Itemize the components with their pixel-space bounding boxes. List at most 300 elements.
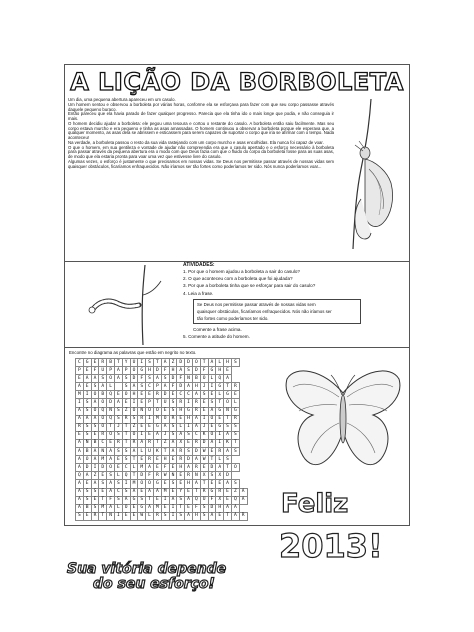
wordsearch-cell: A	[208, 407, 216, 415]
wordsearch-cell: A	[76, 415, 84, 423]
wordsearch-cell: O	[107, 375, 115, 383]
wordsearch-cell: J	[200, 423, 208, 431]
quote-line: Se Deus nos permitisse passar através de nossas vidas sem	[197, 301, 316, 307]
wordsearch-cell: S	[224, 423, 232, 431]
wordsearch-row	[76, 448, 248, 456]
wordsearch-cell: A	[153, 488, 161, 496]
wordsearch-cell: R	[114, 439, 122, 447]
wordsearch-cell: I	[185, 399, 193, 407]
wordsearch-cell: S	[83, 399, 91, 407]
wordsearch-cell: O	[122, 391, 130, 399]
wordsearch-cell: A	[224, 375, 232, 383]
wordsearch-cell: E	[153, 496, 161, 504]
wordsearch-cell: A	[114, 367, 122, 375]
wordsearch-cell: I	[208, 383, 216, 391]
wordsearch-cell: E	[169, 464, 177, 472]
wordsearch-cell: A	[153, 375, 161, 383]
section-divider	[65, 347, 409, 348]
wordsearch-cell: L	[130, 464, 138, 472]
wordsearch-cell: G	[224, 391, 232, 399]
wordsearch-cell: O	[231, 464, 239, 472]
wordsearch-row	[76, 407, 248, 415]
wordsearch-cell: E	[161, 407, 169, 415]
wordsearch-cell: T	[122, 423, 130, 431]
wordsearch-cell: E	[185, 488, 193, 496]
activities-list	[183, 268, 405, 340]
wordsearch-cell: R	[231, 383, 239, 391]
wordsearch-cell: H	[185, 480, 193, 488]
wordsearch-cell: A	[192, 456, 200, 464]
wordsearch-cell: H	[216, 504, 224, 512]
wordsearch-cell: E	[153, 456, 161, 464]
wordsearch-cell: G	[216, 423, 224, 431]
wordsearch-cell: M	[130, 480, 138, 488]
wordsearch-cell: T	[130, 472, 138, 480]
wordsearch-cell: E	[99, 472, 107, 480]
wordsearch-cell: S	[91, 488, 99, 496]
wordsearch-cell: F	[200, 367, 208, 375]
wordsearch-cell: I	[138, 359, 146, 367]
wordsearch-cell: S	[114, 480, 122, 488]
wordsearch-cell: J	[114, 423, 122, 431]
wordsearch-row	[76, 472, 248, 480]
wordsearch-cell: S	[122, 456, 130, 464]
wordsearch-cell: R	[99, 431, 107, 439]
wordsearch-cell: T	[122, 431, 130, 439]
wordsearch-cell: N	[138, 407, 146, 415]
wordsearch-cell: E	[200, 399, 208, 407]
wordsearch-cell: R	[185, 472, 193, 480]
wordsearch-cell: A	[208, 439, 216, 447]
wordsearch-row	[76, 512, 248, 520]
wordsearch-cell: A	[76, 504, 84, 512]
wordsearch-cell: I	[91, 464, 99, 472]
wordsearch-cell: T	[216, 399, 224, 407]
wordsearch-cell: D	[83, 464, 91, 472]
story-paragraph: O homem decidiu ajudar a borboleta: ele pegou uma tesoura e cortou o restante do casulo. A borboleta então saiu facilmente. Mas seu corpo estava murcho e era pequeno e tinha as asas amassadas. O homem continuou a observar a borboleta porque ele esperava que, a qualquer momento, as asas dela se abrissem e esticassem para serem capazes de suportar o corpo que iria se afirmar com o tempo. Nada aconteceu!	[68, 120, 334, 140]
butterfly-illustration	[283, 363, 403, 481]
wordsearch-cell: R	[177, 448, 185, 456]
wordsearch-cell: A	[185, 496, 193, 504]
wordsearch-cell: E	[177, 415, 185, 423]
wordsearch-cell: O	[91, 391, 99, 399]
wordsearch-cell: F	[138, 375, 146, 383]
wordsearch-cell: D	[192, 367, 200, 375]
wordsearch-cell: H	[192, 383, 200, 391]
wordsearch-cell: O	[192, 359, 200, 367]
wordsearch-cell: S	[138, 496, 146, 504]
wordsearch-cell: Q	[107, 415, 115, 423]
wordsearch-cell: E	[146, 391, 154, 399]
wordsearch-cell: A	[107, 448, 115, 456]
story-paragraph: Na verdade, a borboleta passou o resto da sua vida rastejando com um corpo murcho e asas encolhidas. Ela nunca foi capaz de voar.	[68, 139, 324, 145]
question-4: 4. Leia a frase.	[183, 290, 214, 296]
wordsearch-cell: M	[76, 391, 84, 399]
wordsearch-cell: O	[83, 456, 91, 464]
wordsearch-cell: O	[99, 415, 107, 423]
wordsearch-cell: R	[76, 423, 84, 431]
wordsearch-cell: A	[161, 383, 169, 391]
wordsearch-cell: Z	[130, 423, 138, 431]
wordsearch-cell: E	[208, 391, 216, 399]
wordsearch-cell: A	[91, 375, 99, 383]
wordsearch-cell: M	[153, 504, 161, 512]
wordsearch-cell: S	[114, 496, 122, 504]
wordsearch-cell: I	[216, 431, 224, 439]
wordsearch-cell: A	[146, 488, 154, 496]
wordsearch-cell: A	[76, 456, 84, 464]
wordsearch-cell: E	[83, 367, 91, 375]
wordsearch-cell: E	[99, 488, 107, 496]
wordsearch-cell: O	[122, 504, 130, 512]
wordsearch-cell: L	[216, 359, 224, 367]
wordsearch-cell: S	[83, 431, 91, 439]
wordsearch-cell: S	[114, 448, 122, 456]
wordsearch-cell: E	[76, 431, 84, 439]
wordsearch-cell: S	[114, 431, 122, 439]
wordsearch-cell: K	[200, 431, 208, 439]
wordsearch-cell: K	[224, 439, 232, 447]
wordsearch-cell: R	[146, 439, 154, 447]
wordsearch-cell: G	[83, 359, 91, 367]
wordsearch-cell: A	[76, 383, 84, 391]
wordsearch-cell: I	[185, 423, 193, 431]
wordsearch-cell: S	[91, 383, 99, 391]
wordsearch-cell: I	[138, 431, 146, 439]
wordsearch-cell: S	[122, 488, 130, 496]
wordsearch-cell: H	[216, 367, 224, 375]
wordsearch-cell: T	[161, 448, 169, 456]
wordsearch-cell: D	[208, 464, 216, 472]
wordsearch-cell: B	[192, 375, 200, 383]
wordsearch-cell: T	[146, 496, 154, 504]
wordsearch-cell: P	[146, 399, 154, 407]
wordsearch-cell: T	[122, 439, 130, 447]
wordsearch-cell: X	[216, 496, 224, 504]
wordsearch-cell: C	[76, 359, 84, 367]
wordsearch-cell: A	[208, 359, 216, 367]
wordsearch-cell: H	[130, 391, 138, 399]
wordsearch-cell: E	[114, 391, 122, 399]
story-paragraph: Então pareceu que ela havia parado de fazer qualquer progresso. Parecia que ela tinha ido o mais longe que podia, e não conseguia ir mais.	[68, 111, 334, 121]
wordsearch-cell: J	[161, 431, 169, 439]
wordsearch-cell: A	[83, 375, 91, 383]
wordsearch-cell: S	[177, 496, 185, 504]
wordsearch-cell: B	[91, 439, 99, 447]
wordsearch-cell: A	[224, 480, 232, 488]
wordsearch-row	[76, 359, 248, 367]
wordsearch-cell: P	[107, 367, 115, 375]
wordsearch-cell: U	[130, 359, 138, 367]
story-paragraph: Algumas vezes, o esforço é justamente o que precisamos em nossas vidas. Se Deus nos permitisse passar através de nossas vidas sem quaisquer obstáculos, ficaríamos enfraquecidos. Não iríamos ser tão fortes como poderíamos ter sido. Nós nunca poderíamos voar...	[68, 158, 334, 169]
question-3: 3. Por que a borboleta tinha que se esforçar para sair do casulo?	[183, 283, 316, 289]
wordsearch-cell: B	[83, 448, 91, 456]
wordsearch-cell: U	[200, 496, 208, 504]
wordsearch-cell: E	[138, 423, 146, 431]
wordsearch-cell: R	[153, 391, 161, 399]
wordsearch-cell: E	[169, 456, 177, 464]
wordsearch-cell: S	[224, 456, 232, 464]
wordsearch-cell: E	[138, 456, 146, 464]
wordsearch-cell: L	[146, 512, 154, 520]
wordsearch-cell: L	[231, 399, 239, 407]
wordsearch-cell: A	[122, 496, 130, 504]
wordsearch-cell: I	[169, 504, 177, 512]
wordsearch-cell: S	[114, 415, 122, 423]
wordsearch-cell: S	[231, 480, 239, 488]
wordsearch-cell: L	[114, 472, 122, 480]
wordsearch-cell: R	[122, 415, 130, 423]
wordsearch-cell: O	[107, 431, 115, 439]
wordsearch-cell: T	[114, 359, 122, 367]
question-5: 5. Comente a atitude do homem.	[183, 334, 250, 340]
wordsearch-cell: A	[169, 439, 177, 447]
wordsearch-cell: E	[114, 456, 122, 464]
wordsearch-cell: A	[138, 439, 146, 447]
wordsearch-cell: O	[146, 407, 154, 415]
wordsearch-cell: G	[231, 407, 239, 415]
wordsearch-cell: L	[114, 504, 122, 512]
wordsearch-cell: A	[76, 480, 84, 488]
wordsearch-cell: E	[107, 439, 115, 447]
wordsearch-cell: A	[114, 375, 122, 383]
wordsearch-cell: Z	[169, 359, 177, 367]
wordsearch-cell: D	[138, 472, 146, 480]
wordsearch-cell: A	[169, 496, 177, 504]
wordsearch-cell: S	[91, 504, 99, 512]
wordsearch-cell: E	[224, 496, 232, 504]
wordsearch-cell: E	[169, 391, 177, 399]
wordsearch-cell: A	[91, 399, 99, 407]
wordsearch-row	[76, 383, 248, 391]
wordsearch-cell: T	[192, 488, 200, 496]
wordsearch-cell: A	[192, 415, 200, 423]
wordsearch-cell: C	[192, 431, 200, 439]
wordsearch-cell: D	[107, 399, 115, 407]
wordsearch-cell: I	[114, 512, 122, 520]
wordsearch-cell: R	[91, 512, 99, 520]
wordsearch-cell: T	[107, 423, 115, 431]
wordsearch-cell: A	[177, 431, 185, 439]
section-divider	[65, 261, 409, 262]
wordsearch-cell: T	[177, 504, 185, 512]
wordsearch-cell: T	[153, 439, 161, 447]
wordsearch-cell: E	[224, 488, 232, 496]
wordsearch-cell: F	[208, 496, 216, 504]
wordsearch-cell: S	[83, 423, 91, 431]
wordsearch-cell: D	[208, 504, 216, 512]
wordsearch-cell: G	[138, 504, 146, 512]
wordsearch-cell: E	[200, 407, 208, 415]
wordsearch-cell: P	[76, 367, 84, 375]
wordsearch-cell: A	[224, 448, 232, 456]
wordsearch-cell: S	[83, 496, 91, 504]
wordsearch-cell: H	[192, 512, 200, 520]
wordsearch-cell: S	[185, 367, 193, 375]
wordsearch-cell: A	[130, 488, 138, 496]
wordsearch-instructions: Encontre no diagrama as palavras que estão em negrito no texto.	[69, 350, 197, 355]
wordsearch-cell: G	[216, 407, 224, 415]
wordsearch-cell: Z	[91, 472, 99, 480]
wordsearch-row	[76, 423, 248, 431]
wordsearch-cell: T	[153, 399, 161, 407]
wordsearch-cell: G	[153, 480, 161, 488]
worksheet-page	[64, 64, 410, 592]
wordsearch-cell: A	[107, 456, 115, 464]
wordsearch-cell: A	[192, 423, 200, 431]
wordsearch-cell: Z	[231, 488, 239, 496]
wordsearch-cell: E	[138, 391, 146, 399]
wordsearch-cell: A	[185, 464, 193, 472]
wordsearch-cell: O	[130, 407, 138, 415]
wordsearch-row	[76, 496, 248, 504]
wordsearch-cell: A	[239, 496, 247, 504]
wordsearch-cell: O	[208, 431, 216, 439]
wordsearch-cell: A	[91, 448, 99, 456]
wordsearch-cell: S	[231, 359, 239, 367]
wordsearch-cell: D	[185, 359, 193, 367]
wordsearch-cell: A	[130, 448, 138, 456]
wordsearch-cell: G	[130, 496, 138, 504]
feliz-heading: Feliz	[281, 489, 349, 519]
wordsearch-cell: S	[231, 448, 239, 456]
wordsearch-cell: A	[177, 367, 185, 375]
wordsearch-cell: A	[76, 488, 84, 496]
worksheet-title: A LIÇÃO DA BORBOLETA	[70, 68, 404, 96]
wordsearch-row	[76, 504, 248, 512]
wordsearch-cell: G	[153, 423, 161, 431]
wordsearch-cell: F	[146, 472, 154, 480]
wordsearch-cell: D	[200, 439, 208, 447]
wordsearch-cell: E	[177, 472, 185, 480]
butterfly-emerging-illustration	[335, 99, 407, 249]
wordsearch-cell: L	[216, 391, 224, 399]
wordsearch-cell: B	[107, 359, 115, 367]
wordsearch-cell: A	[161, 423, 169, 431]
wordsearch-cell: S	[91, 423, 99, 431]
wordsearch-cell: D	[224, 472, 232, 480]
wordsearch-cell: M	[99, 456, 107, 464]
wordsearch-cell: E	[185, 439, 193, 447]
wordsearch-cell: C	[114, 488, 122, 496]
wordsearch-cell: A	[239, 488, 247, 496]
wordsearch-cell: S	[200, 504, 208, 512]
wordsearch-cell: S	[114, 407, 122, 415]
wordsearch-cell: A	[91, 456, 99, 464]
wordsearch-cell: J	[200, 383, 208, 391]
wordsearch-cell: G	[185, 407, 193, 415]
wordsearch-cell: S	[138, 383, 146, 391]
wordsearch-cell: A	[185, 512, 193, 520]
wordsearch-cell: E	[177, 480, 185, 488]
wordsearch-cell: E	[83, 512, 91, 520]
wordsearch-cell: S	[208, 472, 216, 480]
wordsearch-cell: X	[177, 439, 185, 447]
story-paragraph: O que o homem, em sua gentileza e vontade de ajudar não compreendia era que o casulo apertado e o esforço necessário à borboleta para passar através da pequena abertura era o modo com que Deus fazia com que o fluido do corpo da borboleta fosse para as suas asas, de modo que ela estaria pronta para voar uma vez que estivesse livre do casulo.	[68, 144, 334, 159]
wordsearch-cell: O	[200, 375, 208, 383]
wordsearch-cell: G	[208, 488, 216, 496]
wordsearch-row	[76, 456, 248, 464]
wordsearch-cell: N	[107, 512, 115, 520]
wordsearch-cell: S	[99, 375, 107, 383]
wordsearch-cell: H	[224, 359, 232, 367]
wordsearch-cell: S	[99, 480, 107, 488]
wordsearch-cell: S	[122, 375, 130, 383]
wordsearch-cell: S	[169, 423, 177, 431]
wordsearch-cell: S	[161, 512, 169, 520]
story-paragraph: Um dia, uma pequena abertura apareceu em um casulo.	[68, 97, 176, 102]
wordsearch-cell: E	[208, 480, 216, 488]
wordsearch-cell: S	[169, 480, 177, 488]
wordsearch-cell: D	[177, 383, 185, 391]
wordsearch-cell: D	[130, 375, 138, 383]
wordsearch-grid	[75, 358, 248, 521]
wordsearch-cell: A	[224, 504, 232, 512]
wordsearch-cell: F	[192, 504, 200, 512]
wordsearch-cell: O	[107, 464, 115, 472]
wordsearch-cell: Q	[76, 472, 84, 480]
wordsearch-cell: P	[153, 383, 161, 391]
wordsearch-cell: Q	[231, 496, 239, 504]
wordsearch-cell: E	[91, 431, 99, 439]
wordsearch-row	[76, 415, 248, 423]
wordsearch-cell: R	[130, 439, 138, 447]
quote-line: quaisquer obstáculos, ficaríamos enfraquecidos. Nós não iríamos ser	[197, 308, 332, 314]
wordsearch-cell: N	[99, 448, 107, 456]
wordsearch-cell: R	[153, 512, 161, 520]
wordsearch-cell: T	[224, 512, 232, 520]
wordsearch-cell: O	[161, 415, 169, 423]
wordsearch-cell: S	[200, 512, 208, 520]
wordsearch-cell: I	[216, 439, 224, 447]
wordsearch-cell: T	[224, 464, 232, 472]
wordsearch-cell: Q	[192, 496, 200, 504]
wordsearch-cell: R	[138, 415, 146, 423]
wordsearch-cell: S	[185, 431, 193, 439]
wordsearch-cell: S	[146, 359, 154, 367]
wordsearch-cell: E	[153, 464, 161, 472]
wordsearch-cell: S	[200, 391, 208, 399]
wordsearch-cell: E	[185, 504, 193, 512]
wordsearch-cell: A	[192, 391, 200, 399]
wordsearch-cell: I	[200, 415, 208, 423]
wordsearch-cell: M	[153, 415, 161, 423]
wordsearch-cell: S	[107, 472, 115, 480]
wordsearch-cell: D	[99, 464, 107, 472]
wordsearch-cell: H	[177, 407, 185, 415]
wordsearch-cell: C	[177, 391, 185, 399]
question-2: 2. O que aconteceu com a borboleta que foi ajudada?	[183, 276, 293, 282]
wordsearch-cell: E	[122, 512, 130, 520]
wordsearch-cell: L	[138, 448, 146, 456]
wordsearch-cell: D	[177, 359, 185, 367]
wordsearch-cell: E	[216, 480, 224, 488]
wordsearch-cell: F	[107, 496, 115, 504]
wordsearch-cell: P	[122, 367, 130, 375]
wordsearch-cell: A	[91, 480, 99, 488]
wordsearch-cell: Z	[122, 407, 130, 415]
wordsearch-cell: I	[161, 496, 169, 504]
wordsearch-row	[76, 464, 248, 472]
wordsearch-cell: S	[76, 512, 84, 520]
wordsearch-cell: A	[216, 464, 224, 472]
wordsearch-cell: F	[161, 464, 169, 472]
wordsearch-cell: T	[200, 359, 208, 367]
wordsearch-cell: T	[153, 359, 161, 367]
wordsearch-cell: E	[138, 399, 146, 407]
story-text	[68, 98, 334, 169]
wordsearch-cell: A	[76, 407, 84, 415]
